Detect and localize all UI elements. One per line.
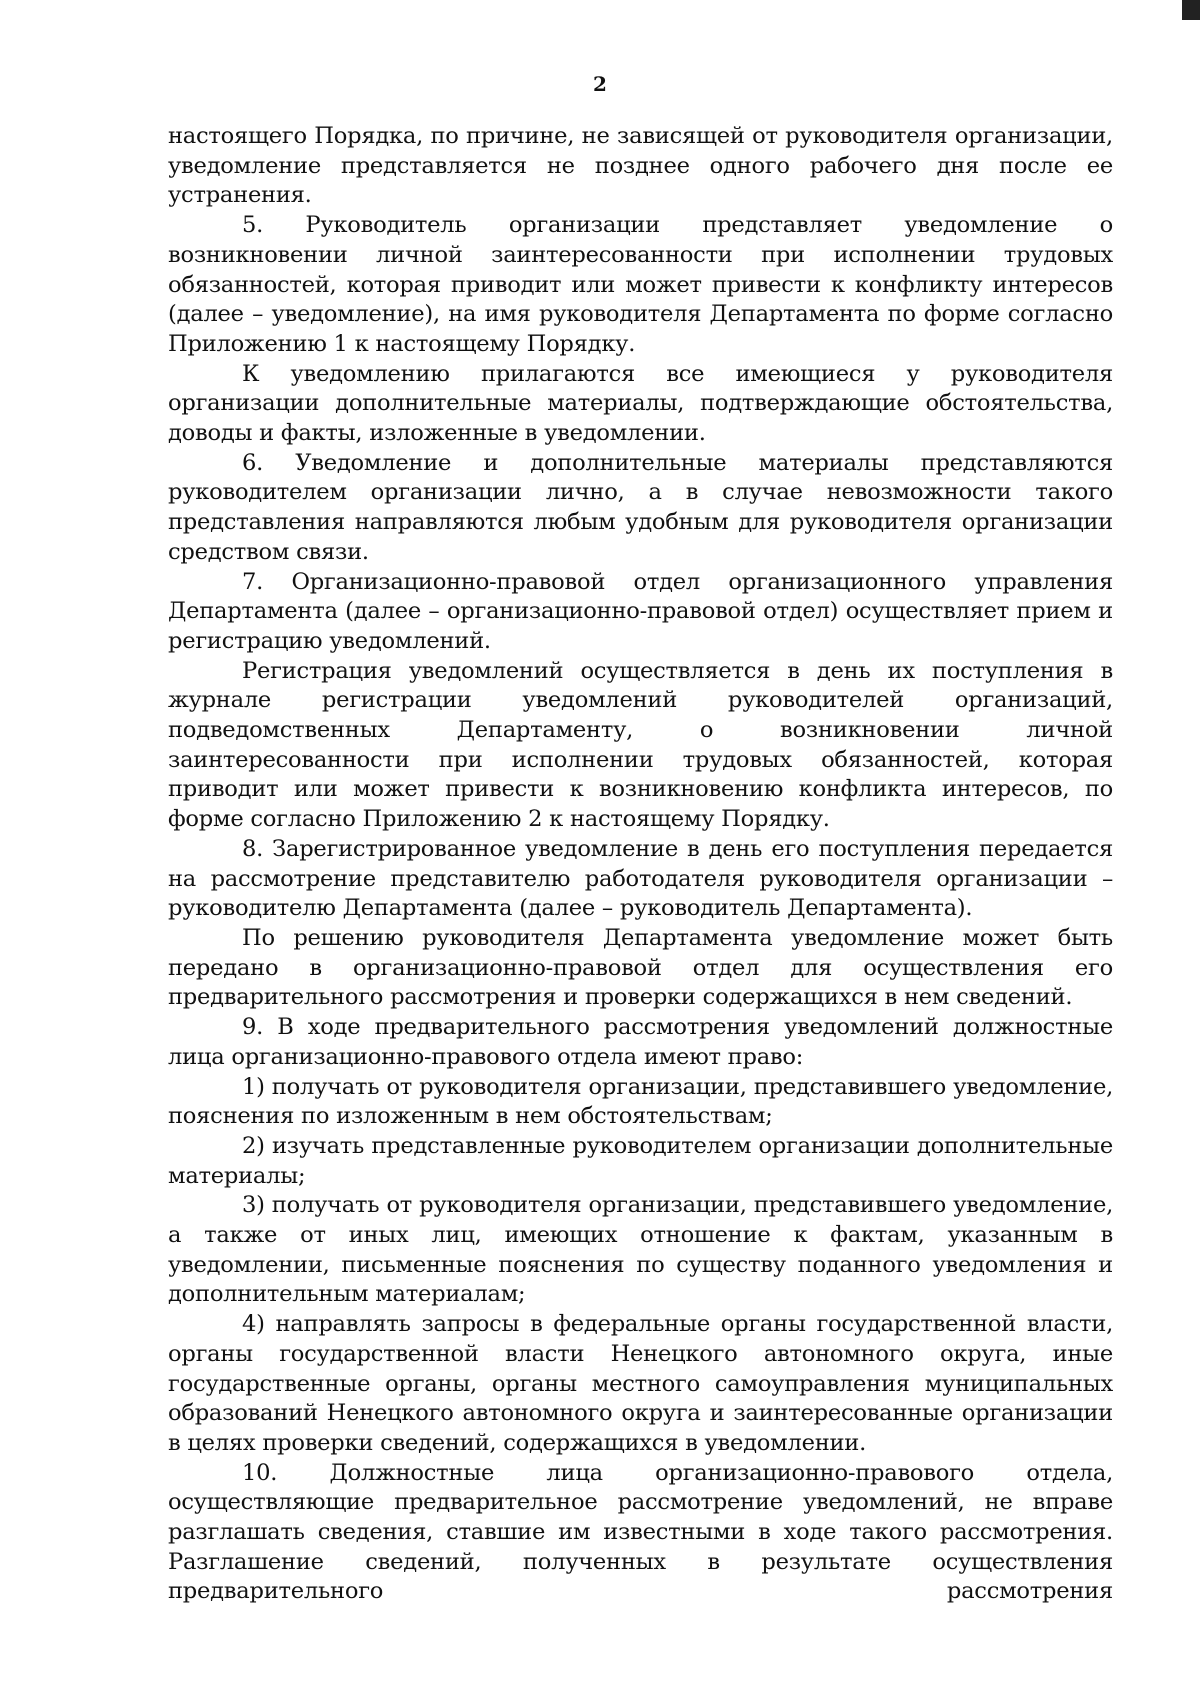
paragraph-clause-5-attachments: К уведомлению прилагаются все имеющиеся у руководителя организации дополнительные материалы, подтверждающие обстоятельства, доводы и факты, изложенные в уведомлении. [168,360,1113,447]
paragraph-clause-10: 10. Должностные лица организационно-правового отдела, осуществляющие предварительное рассмотрение уведомлений, не вправе разглашать сведения, ставшие им известными в ходе такого рассмотрения. Разглашение сведений, полученных в результате осуществления предварительного рассмотрения [168,1459,1113,1605]
list-item-4: 4) направлять запросы в федеральные органы государственной власти, органы государственной власти Ненецкого автономного округа, иные государственные органы, органы местного самоуправления муниципальных образований Ненецкого автономного округа и заинтересованные организации в целях проверки сведений, содержащихся в уведомлении. [168,1311,1113,1456]
scan-corner-mark [1182,0,1200,20]
paragraph-clause-8-decision: По решению руководителя Департамента уведомление может быть передано в организационно-правовой отдел для осуществления его предварительного рассмотрения и проверки содержащихся в нем сведений. [168,924,1113,1011]
list-item-2: 2) изучать представленные руководителем организации дополнительные материалы; [168,1132,1113,1189]
page-number: 2 [593,72,607,96]
paragraph-clause-9: 9. В ходе предварительного рассмотрения уведомлений должностные лица организационно-правового отдела имеют право: [168,1014,1113,1070]
paragraph-clause-7: 7. Организационно-правовой отдел организационного управления Департамента (далее – организационно-правовой отдел) осуществляет прием и регистрацию уведомлений. [168,568,1113,654]
paragraph-clause-8: 8. Зарегистрированное уведомление в день его поступления передается на рассмотрение представителю работодателя руководителя организации – руководителю Департамента (далее – руководитель Департамента). [168,835,1113,922]
document-body [168,122,1113,1607]
paragraph-clause-6: 6. Уведомление и дополнительные материалы представляются руководителем организации лично, а в случае невозможности такого представления направляются любым удобным для руководителя организации средством связи. [168,449,1113,565]
list-item-1: 1) получать от руководителя организации, представившего уведомление, пояснения по изложенным в нем обстоятельствам; [168,1073,1113,1130]
paragraph-continuation: настоящего Порядка, по причине, не зависящей от руководителя организации, уведомление представляется не позднее одного рабочего дня после ее устранения. [168,123,1113,209]
paragraph-clause-5: 5. Руководитель организации представляет уведомление о возникновении личной заинтересованности при исполнении трудовых обязанностей, которая приводит или может привести к конфликту интересов (далее – уведомление), на имя руководителя Департамента по форме согласно Приложению 1 к настоящему Порядку. [168,212,1113,357]
paragraph-clause-7-registration: Регистрация уведомлений осуществляется в день их поступления в журнале регистрации уведомлений руководителей организаций, подведомственных Департаменту, о возникновении личной заинтересованности при исполнении трудовых обязанностей, которая приводит или может привести к возникновению конфликта интересов, по форме согласно Приложению 2 к настоящему Порядку. [168,657,1113,833]
list-item-3: 3) получать от руководителя организации, представившего уведомление, а также от иных лиц, имеющих отношение к фактам, указанным в уведомлении, письменные пояснения по существу поданного уведомления и дополнительным материалам; [168,1192,1113,1308]
